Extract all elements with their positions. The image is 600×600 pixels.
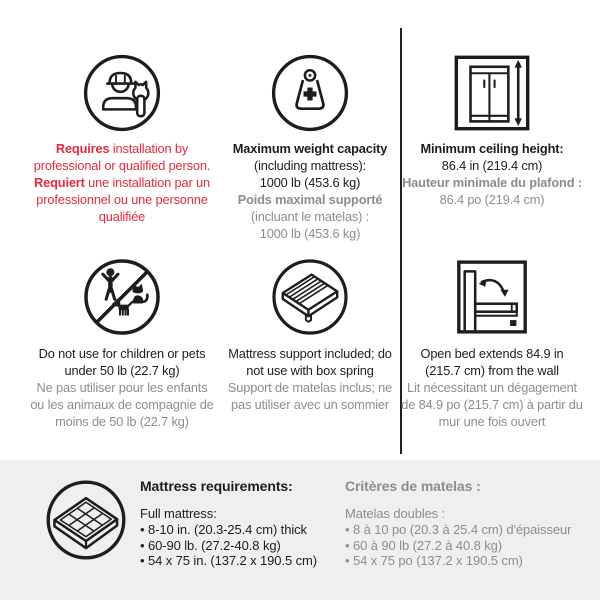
- mattress-icon: [44, 478, 128, 562]
- mattress-req-bullet: • 54 x 75 po (137.2 x 190.5 cm): [345, 553, 595, 569]
- mattress-requirements-title-fr: Critères de matelas :: [345, 478, 481, 494]
- text-line: (215.7 cm) from the wall: [425, 363, 559, 378]
- text-line: qualifiée: [98, 209, 146, 224]
- info-cell-installation: [10, 46, 234, 225]
- worker-icon: [82, 46, 162, 140]
- no-children-pets-icon: [82, 248, 162, 345]
- text-line: Open bed extends 84.9 in: [420, 346, 564, 361]
- text-line: (including mattress):: [253, 158, 367, 173]
- text-line: Requiert une installation par un: [34, 175, 210, 190]
- mattress-requirements-subtitle: Full mattress:: [140, 506, 217, 521]
- mattress-req-bullet: • 60-90 lb. (27.2-40.8 kg): [140, 538, 340, 554]
- text-line: 1000 lb (453.6 kg): [259, 175, 361, 190]
- text-line: Requires installation by: [55, 141, 189, 156]
- info-cell-children-pets: [10, 248, 234, 430]
- text-line: professionnel ou une personne: [36, 192, 208, 207]
- text-line: mur une fois ouvert: [438, 414, 546, 429]
- mattress-req-bullet: • 8-10 in. (20.3-25.4 cm) thick: [140, 522, 340, 538]
- text-line: moins de 50 lb (22.7 kg): [55, 414, 189, 429]
- text-line: Poids maximal supporté: [237, 192, 383, 207]
- text-line: pas utiliser avec un sommier: [231, 397, 389, 412]
- mattress-req-bullet: • 54 x 75 in. (137.2 x 190.5 cm): [140, 553, 340, 569]
- mattress-req-bullet: • 60 à 90 lb (27.2 à 40.8 kg): [345, 538, 595, 554]
- text-line: Minimum ceiling height:: [420, 141, 564, 156]
- text-line: Do not use for children or pets: [38, 346, 206, 361]
- text-line: (incluant le matelas) :: [250, 209, 370, 224]
- mattress-support-icon: [270, 248, 350, 345]
- text-line: Ne pas utiliser pour les enfants: [36, 380, 208, 395]
- weight-capacity-icon: [270, 46, 350, 140]
- text-line: Mattress support included; do: [228, 346, 392, 361]
- mattress-requirements-title: Mattress requirements:: [140, 478, 293, 494]
- text-line: ou les animaux de compagnie de: [30, 397, 214, 412]
- text-line: 86.4 in (219.4 cm): [441, 158, 543, 173]
- text-line: professional or qualified person.: [33, 158, 211, 173]
- mattress-requirements-subtitle-fr: Matelas doubles :: [345, 506, 446, 521]
- info-cell-ceiling-height: [402, 46, 582, 208]
- info-cell-open-bed: [402, 248, 582, 430]
- text-line: Hauteur minimale du plafond :: [402, 175, 582, 190]
- text-line: Support de matelas inclus; ne: [227, 380, 393, 395]
- text-line: 86.4 po (219.4 cm): [439, 192, 545, 207]
- mattress-requirements-en: [140, 477, 340, 569]
- info-cell-mattress-support: [218, 248, 402, 413]
- info-cell-weight-capacity: [218, 46, 402, 242]
- ceiling-height-icon: [449, 46, 535, 140]
- text-line: under 50 lb (22.7 kg): [64, 363, 180, 378]
- mattress-req-bullet: • 8 à 10 po (20.3 à 25.4 cm) d'épaisseur: [345, 522, 595, 538]
- text-line: Lit nécessitant un dégagement: [407, 380, 577, 395]
- open-bed-icon: [450, 248, 534, 345]
- text-line: Maximum weight capacity: [232, 141, 388, 156]
- text-line: de 84.9 po (215.7 cm) à partir du: [401, 397, 583, 412]
- text-line: not use with box spring: [246, 363, 374, 378]
- text-line: 1000 lb (453.6 kg): [259, 226, 361, 241]
- mattress-requirements-fr: [345, 477, 595, 569]
